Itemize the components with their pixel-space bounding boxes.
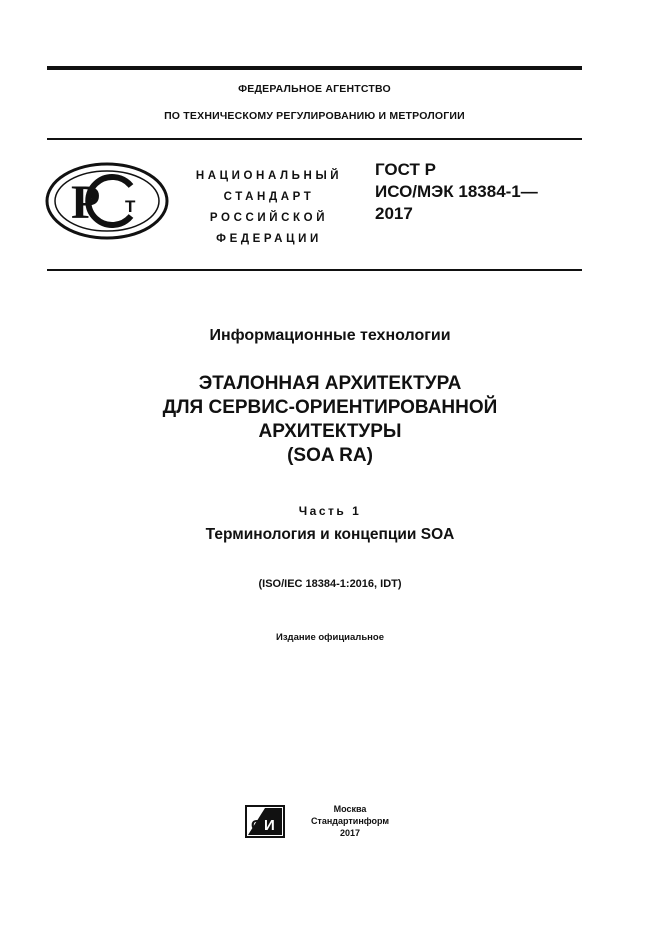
title-line-2: ДЛЯ СЕРВИС-ОРИЕНТИРОВАННОЙ bbox=[162, 397, 498, 418]
agency-line-2: ПО ТЕХНИЧЕСКОМУ РЕГУЛИРОВАНИЮ И МЕТРОЛОГИИ bbox=[164, 110, 465, 122]
document-title bbox=[40, 372, 620, 468]
national-line-1: НАЦИОНАЛЬНЫЙ bbox=[195, 170, 343, 182]
standard-designation bbox=[375, 159, 585, 225]
national-standard-label bbox=[178, 166, 360, 250]
iso-reference: (ISO/IEC 18384-1:2016, IDT) bbox=[258, 578, 402, 590]
part-label: Часть 1 bbox=[298, 504, 362, 518]
national-line-2: СТАНДАРТ bbox=[223, 191, 315, 203]
publisher-block bbox=[305, 803, 395, 839]
svg-text:И: И bbox=[264, 817, 275, 834]
publisher-city: Москва bbox=[333, 804, 367, 814]
title-line-4: (SOA RA) bbox=[287, 445, 373, 466]
svg-text:С: С bbox=[251, 817, 262, 834]
publisher-logo-icon bbox=[245, 805, 285, 838]
title-line-1: ЭТАЛОННАЯ АРХИТЕКТУРА bbox=[198, 373, 462, 394]
gost-line-2: ИСО/МЭК 18384-1— bbox=[375, 182, 538, 201]
svg-text:Р: Р bbox=[71, 176, 101, 229]
edition-label: Издание официальное bbox=[276, 632, 384, 643]
top-rule bbox=[47, 66, 582, 70]
middle-rule bbox=[47, 138, 582, 140]
part-subtitle: Терминология и концепции SOA bbox=[205, 526, 455, 543]
rst-logo-icon bbox=[45, 162, 169, 240]
gost-line-1: ГОСТ Р bbox=[375, 160, 436, 179]
svg-text:Т: Т bbox=[125, 197, 136, 216]
national-line-3: РОССИЙСКОЙ bbox=[209, 212, 329, 224]
title-line-3: АРХИТЕКТУРЫ bbox=[258, 421, 402, 442]
gost-line-3: 2017 bbox=[375, 204, 413, 223]
lower-rule bbox=[47, 269, 582, 271]
publisher-year: 2017 bbox=[339, 828, 361, 838]
publisher-name: Стандартинформ bbox=[310, 816, 390, 826]
agency-line-1: ФЕДЕРАЛЬНОЕ АГЕНТСТВО bbox=[238, 83, 391, 95]
subject-heading: Информационные технологии bbox=[209, 327, 451, 344]
national-line-4: ФЕДЕРАЦИИ bbox=[216, 233, 322, 245]
